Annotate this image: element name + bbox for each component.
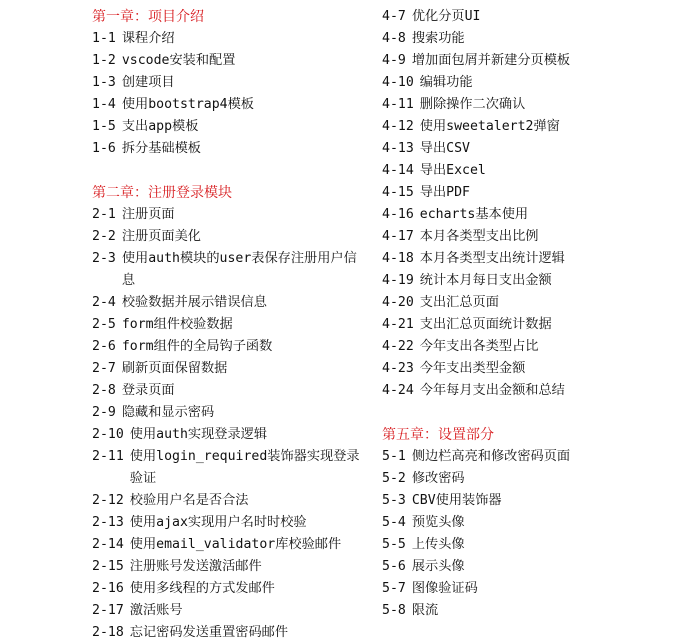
lesson-item xyxy=(92,600,362,622)
lesson-number: 2-4 xyxy=(92,295,116,310)
lesson-title: 使用ajax实现用户名时时校验 xyxy=(129,515,307,530)
lesson-title: 使用auth模块的user表保存注册用户信息 xyxy=(121,251,357,288)
lesson-item xyxy=(382,94,682,116)
lesson-number: 2-14 xyxy=(92,537,124,552)
right-column xyxy=(382,6,682,622)
lesson-number: 4-20 xyxy=(382,295,414,310)
lesson-item xyxy=(382,160,682,182)
lesson-item xyxy=(92,424,362,446)
lesson-number: 1-3 xyxy=(92,75,116,90)
lesson-number: 2-7 xyxy=(92,361,116,376)
chapter-1 xyxy=(92,6,362,160)
lesson-item xyxy=(382,556,682,578)
lesson-title: 课程介绍 xyxy=(121,31,175,46)
lesson-title: 展示头像 xyxy=(411,559,465,574)
lesson-item xyxy=(382,336,682,358)
lesson-item xyxy=(92,72,362,94)
lesson-number: 2-2 xyxy=(92,229,116,244)
lesson-item xyxy=(92,534,362,556)
lesson-number: 4-16 xyxy=(382,207,414,222)
lesson-number: 4-13 xyxy=(382,141,414,156)
lesson-title: 创建项目 xyxy=(121,75,175,90)
lesson-title: 刷新页面保留数据 xyxy=(121,361,228,376)
lesson-title: 注册账号发送激活邮件 xyxy=(129,559,262,574)
lesson-number: 5-2 xyxy=(382,471,406,486)
lesson-number: 5-4 xyxy=(382,515,406,530)
lesson-number: 2-17 xyxy=(92,603,124,618)
lesson-number: 2-13 xyxy=(92,515,124,530)
lesson-item xyxy=(382,292,682,314)
lesson-item xyxy=(382,358,682,380)
lesson-title: 图像验证码 xyxy=(411,581,478,596)
lesson-title: 支出汇总页面统计数据 xyxy=(419,317,552,332)
lesson-title: 侧边栏高亮和修改密码页面 xyxy=(411,449,571,464)
lesson-title: form组件校验数据 xyxy=(121,317,233,332)
lesson-item xyxy=(382,138,682,160)
lesson-title: 今年支出各类型占比 xyxy=(419,339,539,354)
chapter-title: 第一章：项目介绍 xyxy=(92,9,204,25)
lesson-title: 注册页面美化 xyxy=(121,229,201,244)
lesson-item xyxy=(382,204,682,226)
lesson-number: 4-15 xyxy=(382,185,414,200)
lesson-number: 2-1 xyxy=(92,207,116,222)
lesson-number: 2-6 xyxy=(92,339,116,354)
lesson-title: 使用auth实现登录逻辑 xyxy=(129,427,268,442)
lesson-item xyxy=(92,336,362,358)
lesson-title: 今年支出类型金额 xyxy=(419,361,526,376)
lesson-title: 统计本月每日支出金额 xyxy=(419,273,552,288)
lesson-number: 1-1 xyxy=(92,31,116,46)
lesson-item xyxy=(92,314,362,336)
lesson-title: 导出Excel xyxy=(419,163,486,178)
lesson-item xyxy=(92,402,362,424)
lesson-item xyxy=(382,534,682,556)
lesson-number: 2-16 xyxy=(92,581,124,596)
lesson-title: 使用email_validator库校验邮件 xyxy=(129,537,342,552)
lesson-title: CBV使用装饰器 xyxy=(411,493,502,508)
lesson-title: 拆分基础模板 xyxy=(121,141,201,156)
lesson-number: 2-10 xyxy=(92,427,124,442)
chapter-2 xyxy=(92,182,362,644)
lesson-number: 4-11 xyxy=(382,97,414,112)
left-column xyxy=(92,6,362,644)
chapter-4-items xyxy=(382,6,682,402)
lesson-title: 今年每月支出金额和总结 xyxy=(419,383,565,398)
lesson-item xyxy=(382,182,682,204)
lesson-item xyxy=(92,292,362,314)
lesson-item xyxy=(92,380,362,402)
lesson-item xyxy=(382,226,682,248)
lesson-item xyxy=(382,512,682,534)
lesson-title: 校验用户名是否合法 xyxy=(129,493,249,508)
lesson-title: 导出CSV xyxy=(419,141,470,156)
lesson-number: 4-19 xyxy=(382,273,414,288)
lesson-title: 使用bootstrap4模板 xyxy=(121,97,254,112)
lesson-number: 1-4 xyxy=(92,97,116,112)
lesson-title: 支出app模板 xyxy=(121,119,199,134)
lesson-item xyxy=(92,204,362,226)
lesson-item xyxy=(92,50,362,72)
lesson-number: 1-5 xyxy=(92,119,116,134)
lesson-title: 隐藏和显示密码 xyxy=(121,405,215,420)
lesson-item xyxy=(382,490,682,512)
lesson-number: 2-15 xyxy=(92,559,124,574)
lesson-title: form组件的全局钩子函数 xyxy=(121,339,273,354)
lesson-item xyxy=(92,578,362,600)
lesson-number: 5-5 xyxy=(382,537,406,552)
lesson-item xyxy=(92,138,362,160)
lesson-number: 4-12 xyxy=(382,119,414,134)
lesson-number: 1-2 xyxy=(92,53,116,68)
lesson-title: 忘记密码发送重置密码邮件 xyxy=(129,625,289,640)
lesson-item xyxy=(382,116,682,138)
lesson-item xyxy=(382,380,682,402)
lesson-title: 限流 xyxy=(411,603,439,618)
lesson-item xyxy=(92,556,362,578)
lesson-number: 4-21 xyxy=(382,317,414,332)
lesson-item xyxy=(382,314,682,336)
lesson-title: 登录页面 xyxy=(121,383,175,398)
lesson-item xyxy=(92,28,362,50)
lesson-title: 增加面包屑并新建分页模板 xyxy=(411,53,571,68)
lesson-title: 上传头像 xyxy=(411,537,465,552)
chapter-4-continued xyxy=(382,6,682,402)
chapter-1-items xyxy=(92,28,362,160)
lesson-title: 使用login_required装饰器实现登录验证 xyxy=(129,449,360,486)
lesson-item xyxy=(382,248,682,270)
lesson-title: 使用sweetalert2弹窗 xyxy=(419,119,560,134)
lesson-title: 优化分页UI xyxy=(411,9,481,24)
lesson-item xyxy=(92,622,362,644)
lesson-number: 5-1 xyxy=(382,449,406,464)
lesson-number: 5-6 xyxy=(382,559,406,574)
lesson-number: 4-9 xyxy=(382,53,406,68)
lesson-number: 4-8 xyxy=(382,31,406,46)
lesson-number: 2-18 xyxy=(92,625,124,640)
lesson-item xyxy=(92,358,362,380)
lesson-item xyxy=(92,94,362,116)
lesson-number: 4-24 xyxy=(382,383,414,398)
lesson-number: 4-23 xyxy=(382,361,414,376)
lesson-title: 支出汇总页面 xyxy=(419,295,499,310)
lesson-item xyxy=(92,512,362,534)
lesson-item xyxy=(382,578,682,600)
lesson-title: 编辑功能 xyxy=(419,75,473,90)
lesson-title: 校验数据并展示错误信息 xyxy=(121,295,267,310)
lesson-title: echarts基本使用 xyxy=(419,207,529,222)
lesson-item xyxy=(92,490,362,512)
lesson-item xyxy=(92,116,362,138)
lesson-number: 1-6 xyxy=(92,141,116,156)
lesson-number: 2-3 xyxy=(92,251,116,266)
lesson-title: 注册页面 xyxy=(121,207,175,222)
lesson-item xyxy=(92,226,362,248)
lesson-title: 删除操作二次确认 xyxy=(419,97,526,112)
chapter-5 xyxy=(382,424,682,622)
lesson-item xyxy=(382,28,682,50)
lesson-title: 本月各类型支出统计逻辑 xyxy=(419,251,565,266)
lesson-number: 2-9 xyxy=(92,405,116,420)
lesson-number: 5-3 xyxy=(382,493,406,508)
lesson-title: vscode安装和配置 xyxy=(121,53,236,68)
lesson-number: 2-5 xyxy=(92,317,116,332)
lesson-number: 4-17 xyxy=(382,229,414,244)
lesson-number: 4-22 xyxy=(382,339,414,354)
lesson-item xyxy=(382,270,682,292)
lesson-item xyxy=(382,50,682,72)
lesson-number: 5-7 xyxy=(382,581,406,596)
lesson-item xyxy=(382,6,682,28)
lesson-number: 2-12 xyxy=(92,493,124,508)
lesson-item xyxy=(92,446,362,490)
lesson-title: 本月各类型支出比例 xyxy=(419,229,539,244)
chapter-title: 第二章：注册登录模块 xyxy=(92,185,232,201)
lesson-item xyxy=(382,468,682,490)
lesson-item xyxy=(92,248,362,292)
chapter-5-items xyxy=(382,446,682,622)
lesson-number: 4-7 xyxy=(382,9,406,24)
lesson-title: 激活账号 xyxy=(129,603,183,618)
lesson-item xyxy=(382,446,682,468)
chapter-2-items xyxy=(92,204,362,644)
lesson-number: 4-14 xyxy=(382,163,414,178)
lesson-item xyxy=(382,72,682,94)
lesson-title: 预览头像 xyxy=(411,515,465,530)
lesson-number: 2-8 xyxy=(92,383,116,398)
lesson-number: 4-18 xyxy=(382,251,414,266)
lesson-title: 修改密码 xyxy=(411,471,465,486)
lesson-number: 5-8 xyxy=(382,603,406,618)
lesson-title: 搜索功能 xyxy=(411,31,465,46)
lesson-item xyxy=(382,600,682,622)
lesson-number: 2-11 xyxy=(92,449,124,464)
lesson-title: 使用多线程的方式发邮件 xyxy=(129,581,275,596)
chapter-title: 第五章：设置部分 xyxy=(382,427,494,443)
lesson-number: 4-10 xyxy=(382,75,414,90)
lesson-title: 导出PDF xyxy=(419,185,470,200)
